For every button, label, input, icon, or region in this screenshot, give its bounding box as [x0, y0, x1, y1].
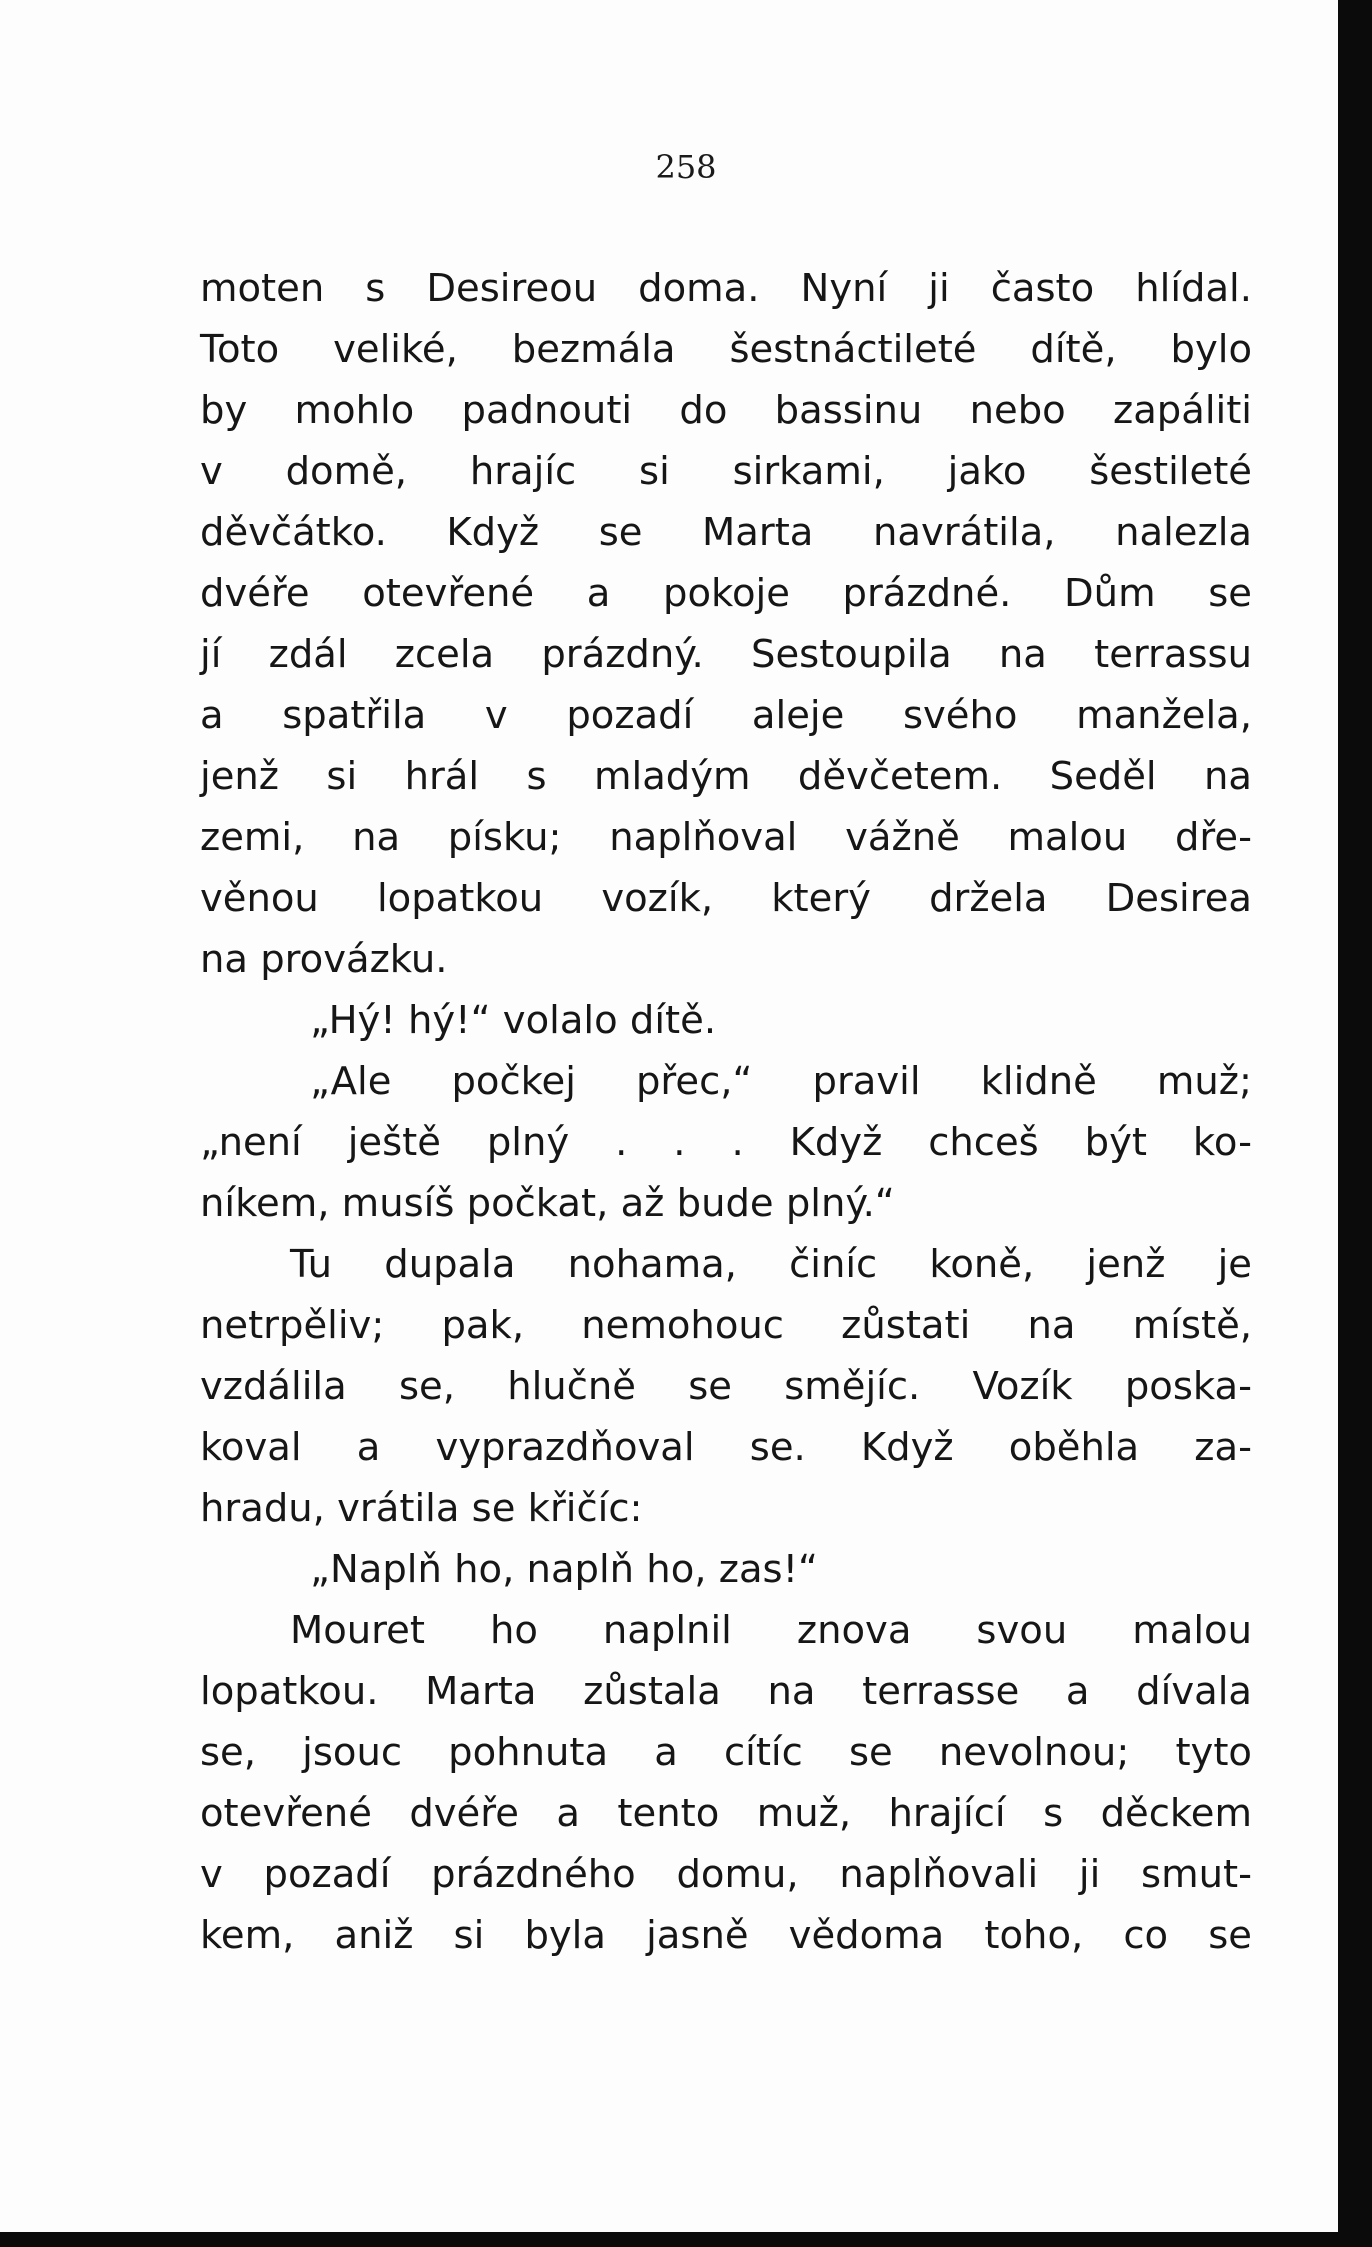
text-line: a spatřila v pozadí aleje svého manžela,: [200, 693, 1252, 738]
text-line: „Naplň ho, naplň ho, zas!“: [310, 1547, 818, 1592]
page-number: 258: [655, 148, 717, 186]
text-line: „Hý! hý!“ volalo dítě.: [310, 998, 717, 1043]
text-line: kem, aniž si byla jasně vědoma toho, co se: [200, 1913, 1252, 1958]
text-line: jí zdál zcela prázdný. Sestoupila na terrassu: [200, 632, 1252, 677]
text-line: otevřené dvéře a tento muž, hrající s děckem: [200, 1791, 1252, 1836]
text-line: „není ještě plný . . . Když chceš být ko-: [200, 1120, 1252, 1165]
text-line: netrpěliv; pak, nemohouc zůstati na místě,: [200, 1303, 1252, 1348]
text-line: vzdálila se, hlučně se smějíc. Vozík poska-: [200, 1364, 1252, 1409]
text-line: Toto veliké, bezmála šestnáctileté dítě, bylo: [200, 327, 1252, 372]
text-line: děvčátko. Když se Marta navrátila, nalezla: [200, 510, 1252, 555]
text-line: v domě, hrajíc si sirkami, jako šestileté: [200, 449, 1252, 494]
text-line: Tu dupala nohama, činíc koně, jenž je: [290, 1242, 1252, 1287]
text-line: na provázku.: [200, 937, 448, 982]
text-line: dvéře otevřené a pokoje prázdné. Dům se: [200, 571, 1252, 616]
text-line: věnou lopatkou vozík, který držela Desirea: [200, 876, 1252, 921]
text-line: v pozadí prázdného domu, naplňovali ji smut-: [200, 1852, 1252, 1897]
text-line: koval a vyprazdňoval se. Když oběhla za-: [200, 1425, 1252, 1470]
scan-right-edge: [1338, 0, 1372, 2247]
text-line: „Ale počkej přec,“ pravil klidně muž;: [310, 1059, 1252, 1104]
scan-bottom-edge: [0, 2232, 1372, 2247]
body-text: [200, 258, 1252, 1966]
text-line: moten s Desireou doma. Nyní ji často hlídal.: [200, 266, 1252, 311]
text-line: se, jsouc pohnuta a cítíc se nevolnou; tyto: [200, 1730, 1252, 1775]
text-line: níkem, musíš počkat, až bude plný.“: [200, 1181, 895, 1226]
text-line: by mohlo padnouti do bassinu nebo zapáliti: [200, 388, 1252, 433]
text-line: lopatkou. Marta zůstala na terrasse a dívala: [200, 1669, 1252, 1714]
text-line: jenž si hrál s mladým děvčetem. Seděl na: [200, 754, 1252, 799]
text-line: Mouret ho naplnil znova svou malou: [290, 1608, 1252, 1653]
text-line: zemi, na písku; naplňoval vážně malou dře-: [200, 815, 1252, 860]
text-line: hradu, vrátila se křičíc:: [200, 1486, 643, 1531]
